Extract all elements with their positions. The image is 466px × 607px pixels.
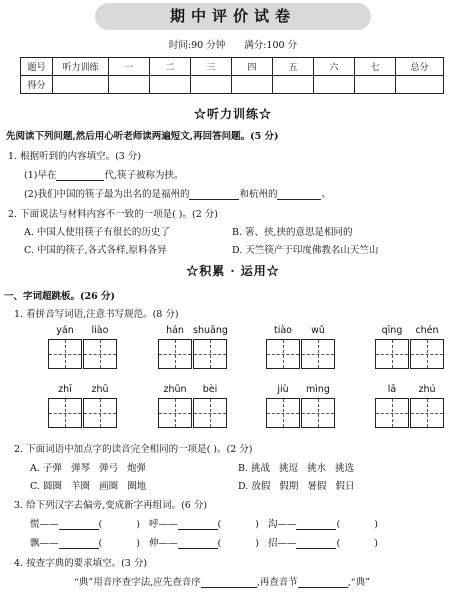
score-header-cell: 听力训练 [53,58,109,76]
writing-grid[interactable] [48,339,118,369]
exam-full-score: 满分:100 分 [244,40,298,51]
score-cell[interactable] [150,76,191,94]
option-word: 暑假 [307,481,327,492]
score-cell[interactable] [232,76,273,94]
question-1: 1. 根据听到的内容填空。(3 分) [8,151,142,162]
option-word: 弹弓 [98,463,118,474]
score-cell[interactable] [314,76,355,94]
score-cell[interactable] [191,76,232,94]
writing-grid[interactable] [266,398,336,428]
char-prompt: 招—— [267,538,297,549]
paren: ( [217,519,222,530]
score-header-cell: 二 [150,58,191,76]
writing-grid[interactable] [375,398,445,428]
answer-blank[interactable] [178,529,218,530]
paren: ( [98,519,103,530]
option-word: 羊圈 [71,481,91,492]
exam-meta [0,37,466,51]
question-text: ,“典” [347,577,370,588]
score-header-cell: 七 [355,58,396,76]
option-b[interactable] [238,460,354,474]
option-c[interactable]: C. 中国的筷子,各式各样,原料各异 [24,245,167,256]
answer-blank[interactable] [201,587,257,588]
option-c[interactable] [30,478,146,492]
answer-blank[interactable] [59,529,99,530]
score-table [20,57,444,94]
option-d[interactable] [238,478,354,492]
option-b[interactable]: B. 箸、挟,挟的意思是相同的 [232,227,353,238]
answer-blank[interactable] [296,548,336,549]
answer-blank[interactable] [178,548,218,549]
listening-instruction: 先阅读下列问题,然后用心听老师读两遍短文,再回答问题。(5 分) [6,131,279,142]
score-header-cell: 总分 [396,58,444,76]
exam-time: 时间:90 分钟 [168,40,226,51]
option-word: 假期 [279,481,299,492]
score-header-cell: 四 [232,58,273,76]
paren: ( [98,538,103,549]
answer-blank[interactable] [56,180,104,181]
option-word: C. 圆圈 [30,481,62,492]
writing-grid[interactable] [266,339,336,369]
score-cell[interactable] [273,76,314,94]
option-word: 弹琴 [70,463,90,474]
paren: ( [336,538,341,549]
answer-blank[interactable] [298,587,348,588]
char-prompt: 慌—— [30,519,59,530]
q3-row-1 [30,516,378,530]
paren: ( [217,538,222,549]
option-word: 挑水 [307,463,327,474]
option-d[interactable]: D. 天竺筷产于印度佛教名山天竺山 [232,245,379,256]
paren: ( [336,519,341,530]
question-2-2: 2. 下面词语中加点字的读音完全相同的一项是( )。(2 分) [14,444,253,455]
question-text: 。 [321,189,331,200]
char-prompt: 呼—— [148,519,178,530]
question-1-1 [24,167,184,181]
option-word: D. 放假 [238,481,271,492]
option-word: 假日 [335,481,355,492]
score-table-score-row [21,76,444,94]
option-a[interactable]: A. 中国人使用筷子有很长的历史了 [24,227,170,238]
part-1-title: 一、字词超跳板。(26 分) [4,291,116,302]
answer-blank[interactable] [189,199,239,200]
writing-grid[interactable] [48,398,118,428]
question-2-3: 3. 给下列汉字去偏旁,变成新字再组词。(6 分) [14,500,208,511]
page-title: 期中评价试卷 [169,7,296,25]
score-header-cell: 一 [109,58,150,76]
score-header-cell: 六 [314,58,355,76]
char-prompt: 飘—— [30,538,59,549]
question-2-1: 1. 看拼音写词语,注意书写规范。(8 分) [14,309,179,320]
answer-blank[interactable] [277,199,321,200]
question-text: 和杭州的 [239,189,278,200]
answer-blank[interactable] [59,548,99,549]
option-word: 挑逗 [279,463,299,474]
score-cell[interactable] [355,76,396,94]
score-cell[interactable] [109,76,150,94]
paren: ) [255,519,259,530]
option-a[interactable] [30,460,146,474]
question-text: ,再查音节 [256,577,298,588]
question-text: (2)我们中国的筷子最为出名的是福州的 [24,189,190,200]
option-word: A. 子弹 [30,463,62,474]
question-1-2 [24,186,331,200]
score-row-label: 得分 [21,76,53,94]
paren: ) [136,538,140,549]
section-accumulation-title: ☆积累 · 运用☆ [186,264,280,278]
writing-grid[interactable] [158,339,228,369]
score-header-cell: 五 [273,58,314,76]
question-text: (1)早在 [24,170,57,181]
option-word: 挑选 [335,463,355,474]
q4-line [74,574,370,588]
score-header-cell: 三 [191,58,232,76]
q3-row-2 [30,535,378,549]
paren: ) [374,538,378,549]
question-text: “典”用音序查字法,应先查音序 [74,577,201,588]
score-table-header-row [21,58,444,76]
writing-grid[interactable] [158,398,228,428]
option-word: 画圈 [99,481,119,492]
char-prompt: 沟—— [267,519,297,530]
paren: ) [374,519,378,530]
paren: ) [255,538,259,549]
answer-blank[interactable] [296,529,336,530]
writing-grid[interactable] [375,339,445,369]
option-word: 圈地 [127,481,147,492]
question-2: 2. 下面说法与材料内容不一致的一项是( )。(2 分) [8,209,218,220]
paren: ) [136,519,140,530]
option-word: B. 挑战 [238,463,271,474]
score-cell[interactable] [53,76,109,94]
char-prompt: 伸—— [148,538,178,549]
question-text: 代,筷子被称为挟。 [104,170,184,181]
section-listening-title: ☆听力训练☆ [193,107,272,121]
score-cell[interactable] [396,76,444,94]
question-2-4: 4. 按查字典的要求填空。(3 分) [14,558,148,569]
option-word: 炮弹 [127,463,147,474]
score-header-cell: 题号 [21,58,53,76]
